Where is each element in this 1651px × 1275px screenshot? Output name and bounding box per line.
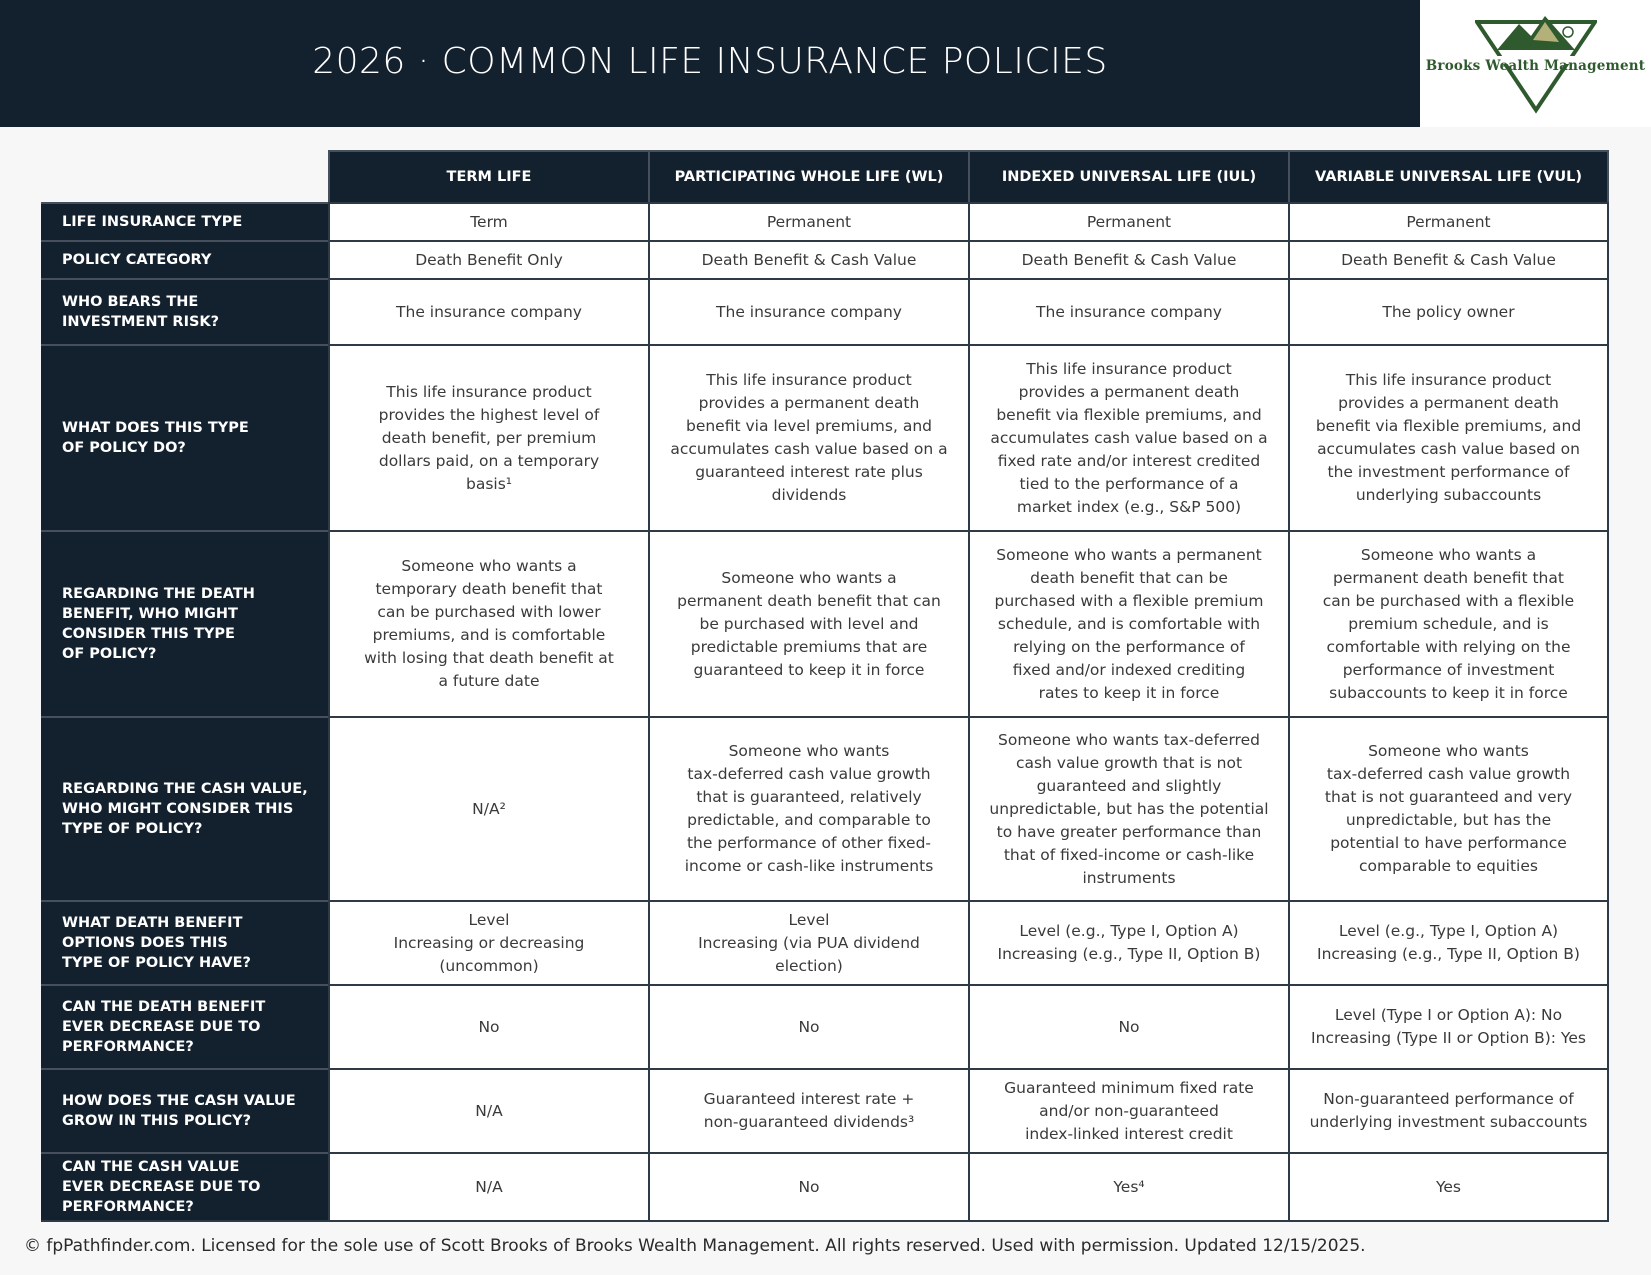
logo <box>1420 0 1651 127</box>
table-cell: The insurance company <box>328 278 648 344</box>
table-cell: Someone who wants a permanent death benefit that can be purchased with a flexible premium schedule, and is comfortable with relying on the performance of investment subaccounts to keep it in force <box>1288 530 1609 716</box>
table-cell: No <box>648 1152 968 1222</box>
table-cell: No <box>648 984 968 1068</box>
row-header: HOW DOES THE CASH VALUE GROW IN THIS POLICY? <box>41 1068 328 1152</box>
footer-copyright: © fpPathfinder.com. Licensed for the sole use of Scott Brooks of Brooks Wealth Management. All rights reserved. Used with permission. Updated 12/15/2025. <box>24 1236 1366 1256</box>
table-cell: Someone who wants a temporary death benefit that can be purchased with lower premiums, and is comfortable with losing that death benefit at a future date <box>328 530 648 716</box>
column-header: TERM LIFE <box>328 150 648 202</box>
table-corner <box>41 150 328 202</box>
row-header: WHAT DOES THIS TYPE OF POLICY DO? <box>41 344 328 530</box>
row-header: REGARDING THE CASH VALUE, WHO MIGHT CONSIDER THIS TYPE OF POLICY? <box>41 716 328 900</box>
table-cell: No <box>328 984 648 1068</box>
table-cell: Someone who wants tax-deferred cash value growth that is guaranteed, relatively predictable, and comparable to the performance of other fixed- income or cash-like instruments <box>648 716 968 900</box>
table-cell: N/A <box>328 1152 648 1222</box>
table-cell: This life insurance product provides a permanent death benefit via flexible premiums, and accumulates cash value based on the investment performance of underlying subaccounts <box>1288 344 1609 530</box>
column-header: VARIABLE UNIVERSAL LIFE (VUL) <box>1288 150 1609 202</box>
table-cell: No <box>968 984 1288 1068</box>
row-header: WHAT DEATH BENEFIT OPTIONS DOES THIS TYPE OF POLICY HAVE? <box>41 900 328 984</box>
table-cell: Permanent <box>648 202 968 240</box>
table-cell: Level (e.g., Type I, Option A) Increasing (e.g., Type II, Option B) <box>968 900 1288 984</box>
logo-name: Brooks Wealth Management <box>1425 58 1646 74</box>
comparison-table <box>41 150 1609 1222</box>
table-cell: Someone who wants tax-deferred cash value growth that is not guaranteed and very unpredictable, but has the potential to have performance comparable to equities <box>1288 716 1609 900</box>
table-cell: Death Benefit & Cash Value <box>1288 240 1609 278</box>
table-cell: This life insurance product provides the highest level of death benefit, per premium dollars paid, on a temporary basis¹ <box>328 344 648 530</box>
row-header: CAN THE CASH VALUE EVER DECREASE DUE TO PERFORMANCE? <box>41 1152 328 1222</box>
table-cell: The insurance company <box>968 278 1288 344</box>
table-cell: This life insurance product provides a permanent death benefit via level premiums, and accumulates cash value based on a guaranteed interest rate plus dividends <box>648 344 968 530</box>
table-cell: Non-guaranteed performance of underlying investment subaccounts <box>1288 1068 1609 1152</box>
table-cell: Yes⁴ <box>968 1152 1288 1222</box>
table-cell: Death Benefit Only <box>328 240 648 278</box>
table-cell: This life insurance product provides a permanent death benefit via flexible premiums, and accumulates cash value based on a fixed rate and/or interest credited tied to the performance of a market index (e.g., S&P 500) <box>968 344 1288 530</box>
table-cell: Death Benefit & Cash Value <box>648 240 968 278</box>
table-cell: Death Benefit & Cash Value <box>968 240 1288 278</box>
table-cell: Permanent <box>1288 202 1609 240</box>
table-cell: Level Increasing (via PUA dividend election) <box>648 900 968 984</box>
table-cell: The policy owner <box>1288 278 1609 344</box>
table-cell: Level Increasing or decreasing (uncommon) <box>328 900 648 984</box>
column-header: PARTICIPATING WHOLE LIFE (WL) <box>648 150 968 202</box>
table-cell: Yes <box>1288 1152 1609 1222</box>
table-cell: Level (e.g., Type I, Option A) Increasing (e.g., Type II, Option B) <box>1288 900 1609 984</box>
table-cell: N/A <box>328 1068 648 1152</box>
table-cell: Term <box>328 202 648 240</box>
row-header: LIFE INSURANCE TYPE <box>41 202 328 240</box>
table-cell: N/A² <box>328 716 648 900</box>
table-cell: The insurance company <box>648 278 968 344</box>
table-cell: Level (Type I or Option A): No Increasing (Type II or Option B): Yes <box>1288 984 1609 1068</box>
row-header: POLICY CATEGORY <box>41 240 328 278</box>
table-cell: Someone who wants a permanent death benefit that can be purchased with level and predictable premiums that are guaranteed to keep it in force <box>648 530 968 716</box>
row-header: WHO BEARS THE INVESTMENT RISK? <box>41 278 328 344</box>
table-cell: Someone who wants a permanent death benefit that can be purchased with a flexible premium schedule, and is comfortable with relying on the performance of fixed and/or indexed crediting rates to keep it in force <box>968 530 1288 716</box>
row-header: REGARDING THE DEATH BENEFIT, WHO MIGHT CONSIDER THIS TYPE OF POLICY? <box>41 530 328 716</box>
table-cell: Guaranteed interest rate + non-guaranteed dividends³ <box>648 1068 968 1152</box>
table-cell: Guaranteed minimum fixed rate and/or non-guaranteed index-linked interest credit <box>968 1068 1288 1152</box>
table-cell: Permanent <box>968 202 1288 240</box>
row-header: CAN THE DEATH BENEFIT EVER DECREASE DUE TO PERFORMANCE? <box>41 984 328 1068</box>
table-cell: Someone who wants tax-deferred cash value growth that is not guaranteed and slightly unpredictable, but has the potential to have greater performance than that of fixed-income or cash-like instruments <box>968 716 1288 900</box>
page-title: 2026 · COMMON LIFE INSURANCE POLICIES <box>312 41 1108 82</box>
column-header: INDEXED UNIVERSAL LIFE (IUL) <box>968 150 1288 202</box>
